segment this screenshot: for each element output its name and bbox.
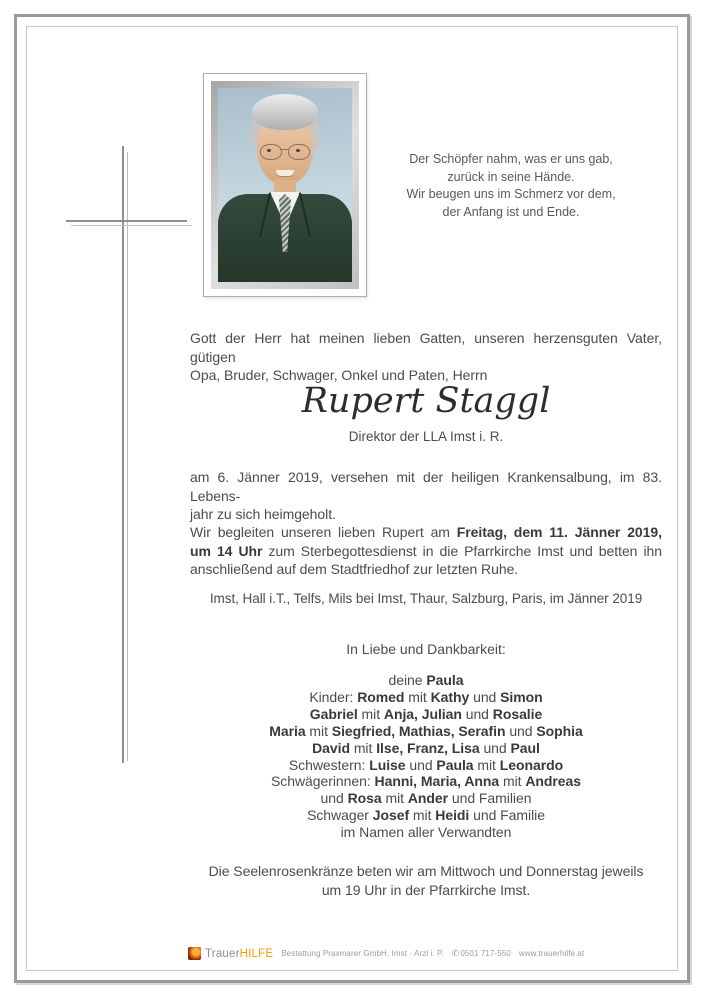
- family-line: Schwestern: Luise und Paula mit Leonardo: [288, 756, 564, 773]
- portrait-glasses: [260, 144, 282, 160]
- family-line: im Namen aller Verwandten: [340, 824, 512, 841]
- phone-icon: ✆: [451, 948, 460, 958]
- rosary-paragraph: [190, 862, 662, 899]
- funeral-home-phone: 0501 717-550: [460, 949, 511, 958]
- funeral-line: Wir begleiten unseren lieben Rupert am Freitag, dem 11. Jänner 2019,: [190, 524, 662, 540]
- death-paragraph: [190, 468, 662, 524]
- death-line: am 6. Jänner 2019, versehen mit der heiligen Krankensalbung, im 83. Lebens-: [190, 469, 662, 504]
- funeral-paragraph: [190, 523, 662, 579]
- funeral-line: um 14 Uhr zum Sterbegottesdienst in die Pfarrkirche Imst und betten ihn: [190, 542, 662, 559]
- deceased-title: Direktor der LLA Imst i. R.: [348, 429, 504, 444]
- trauerhilfe-logo-icon: [188, 947, 201, 960]
- portrait-photo-frame: [203, 73, 367, 297]
- intro-line: Gott der Herr hat meinen lieben Gatten, unseren herzensguten Vater, gütigen: [190, 330, 662, 365]
- family-line: Schwägerinnen: Hanni, Maria, Anna mit Andreas: [270, 773, 582, 790]
- gratitude-heading: In Liebe und Dankbarkeit:: [346, 641, 506, 657]
- brand-hilfe: HILFE: [239, 947, 274, 960]
- places-date-line: Imst, Hall i.T., Telfs, Mils bei Imst, Thaur, Salzburg, Paris, im Jänner 2019: [209, 591, 643, 606]
- poem-line: Der Schöpfer nahm, was er uns gab,: [409, 152, 613, 166]
- brand-trauer: Trauer: [205, 947, 240, 960]
- funeral-home-company: Bestattung Praxmarer GmbH, Imst - Arzl i. P.: [281, 949, 444, 958]
- funeral-home-website: www.trauerhilfe.at: [518, 949, 585, 958]
- poem-line: der Anfang ist und Ende.: [442, 204, 580, 219]
- deceased-name: Rupert Staggl: [301, 381, 551, 421]
- portrait-smile: [276, 170, 294, 176]
- funeral-line: anschließend auf dem Stadtfriedhof zur letzten Ruhe.: [190, 561, 519, 577]
- portrait-hair: [252, 94, 318, 130]
- poem-line: zurück in seine Hände.: [447, 169, 575, 184]
- family-line: David mit Ilse, Franz, Lisa und Paul: [312, 739, 540, 756]
- memorial-cross-horizontal-shadow: [71, 225, 192, 226]
- intro-paragraph: [190, 329, 662, 385]
- portrait-photo-mat: [211, 81, 359, 289]
- family-line: Gabriel mit Anja, Julian und Rosalie: [309, 705, 543, 722]
- portrait-photo: [218, 88, 352, 282]
- death-line: jahr zu sich heimgeholt.: [190, 506, 336, 522]
- family-line: und Rosa mit Ander und Familien: [320, 790, 532, 807]
- family-line: deine Paula: [388, 672, 464, 688]
- memorial-cross-horizontal: [66, 220, 187, 222]
- portrait-glasses: [280, 149, 289, 150]
- intro-line: Opa, Bruder, Schwager, Onkel und Paten, Herrn: [190, 367, 488, 383]
- funeral-home-footer: [188, 947, 584, 960]
- portrait-glasses: [288, 144, 310, 160]
- portrait-eye: [267, 149, 271, 152]
- family-line: Maria mit Siegfried, Mathias, Serafin und Sophia: [269, 722, 583, 739]
- poem-line: Wir beugen uns im Schmerz vor dem,: [406, 187, 616, 202]
- memorial-cross-vertical-shadow: [127, 152, 128, 761]
- trauerhilfe-brand: [205, 948, 273, 960]
- memorial-cross-vertical: [122, 146, 124, 763]
- family-list: [190, 672, 662, 841]
- memorial-poem: [375, 151, 647, 221]
- family-line: Kinder: Romed mit Kathy und Simon: [309, 688, 543, 705]
- rosary-line: Die Seelenrosenkränze beten wir am Mittwoch und Donnerstag jeweils: [208, 863, 644, 879]
- rosary-line: um 19 Uhr in der Pfarrkirche Imst.: [321, 881, 531, 898]
- family-line: Schwager Josef mit Heidi und Familie: [307, 807, 545, 824]
- portrait-eye: [296, 149, 300, 152]
